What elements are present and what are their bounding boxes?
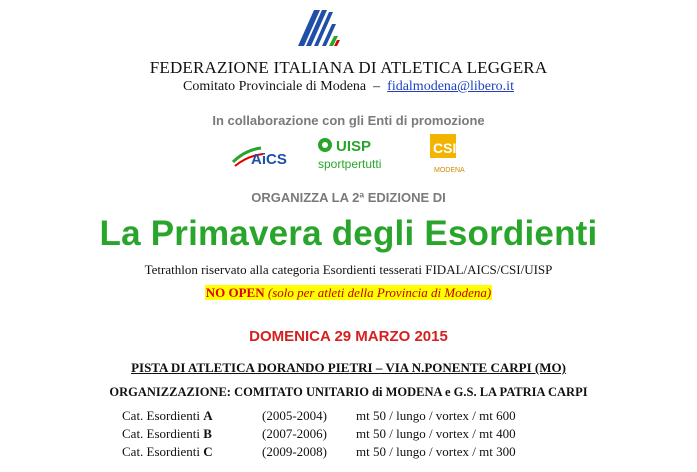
csi-logo [422,132,466,176]
organizes-label: ORGANIZZA LA 2ª EDIZIONE DI [251,190,446,205]
category-events: mt 50 / lungo / vortex / mt 300 [356,444,516,459]
fidal-logo [296,8,344,48]
federation-name: FEDERAZIONE ITALIANA DI ATLETICA LEGGERA [149,58,548,77]
email-link[interactable]: fidalmodena@libero.it [387,79,514,94]
no-open-line [0,285,697,301]
no-open-note: (solo per atleti della Provincia di Modena) [267,285,492,300]
uisp-logo-text: UISP [336,138,372,155]
venue: PISTA DI ATLETICA DORANDO PIETRI – VIA N.PONENTE CARPI (MO) [131,360,566,375]
uisp-logo [316,136,392,172]
no-open-label: NO OPEN [205,285,265,300]
category-label: Cat. Esordienti C [122,444,213,459]
collaboration-label: In collaborazione con gli Enti di promozione [212,113,485,128]
uisp-logo-subtext: sportpertutti [318,157,382,171]
committee-name: Comitato Provinciale di Modena [183,79,367,94]
aics-logo [231,140,287,170]
category-row [122,426,682,444]
category-years: (2007-2006) [262,426,327,441]
event-subtitle: Tetrathlon riservato alla categoria Esordienti tesserati FIDAL/AICS/CSI/UISP [144,262,553,277]
no-open-highlight [205,285,493,300]
category-events: mt 50 / lungo / vortex / mt 400 [356,426,516,441]
category-label: Cat. Esordienti B [122,426,212,441]
category-events: mt 50 / lungo / vortex / mt 600 [356,408,516,423]
organization: ORGANIZZAZIONE: COMITATO UNITARIO di MODENA e G.S. LA PATRIA CARPI [109,385,588,399]
committee-line [0,79,697,95]
separator: – [373,79,381,94]
event-date: DOMENICA 29 MARZO 2015 [249,328,448,345]
csi-logo-text: CSI [433,140,457,156]
category-row [122,408,682,426]
category-label: Cat. Esordienti A [122,408,213,423]
aics-logo-text: AiCS [251,151,287,168]
csi-logo-subtext: MODENA [434,167,465,174]
event-title: La Primavera degli Esordienti [99,214,598,253]
category-years: (2009-2008) [262,444,327,459]
category-row [122,444,682,462]
category-years: (2005-2004) [262,408,327,423]
